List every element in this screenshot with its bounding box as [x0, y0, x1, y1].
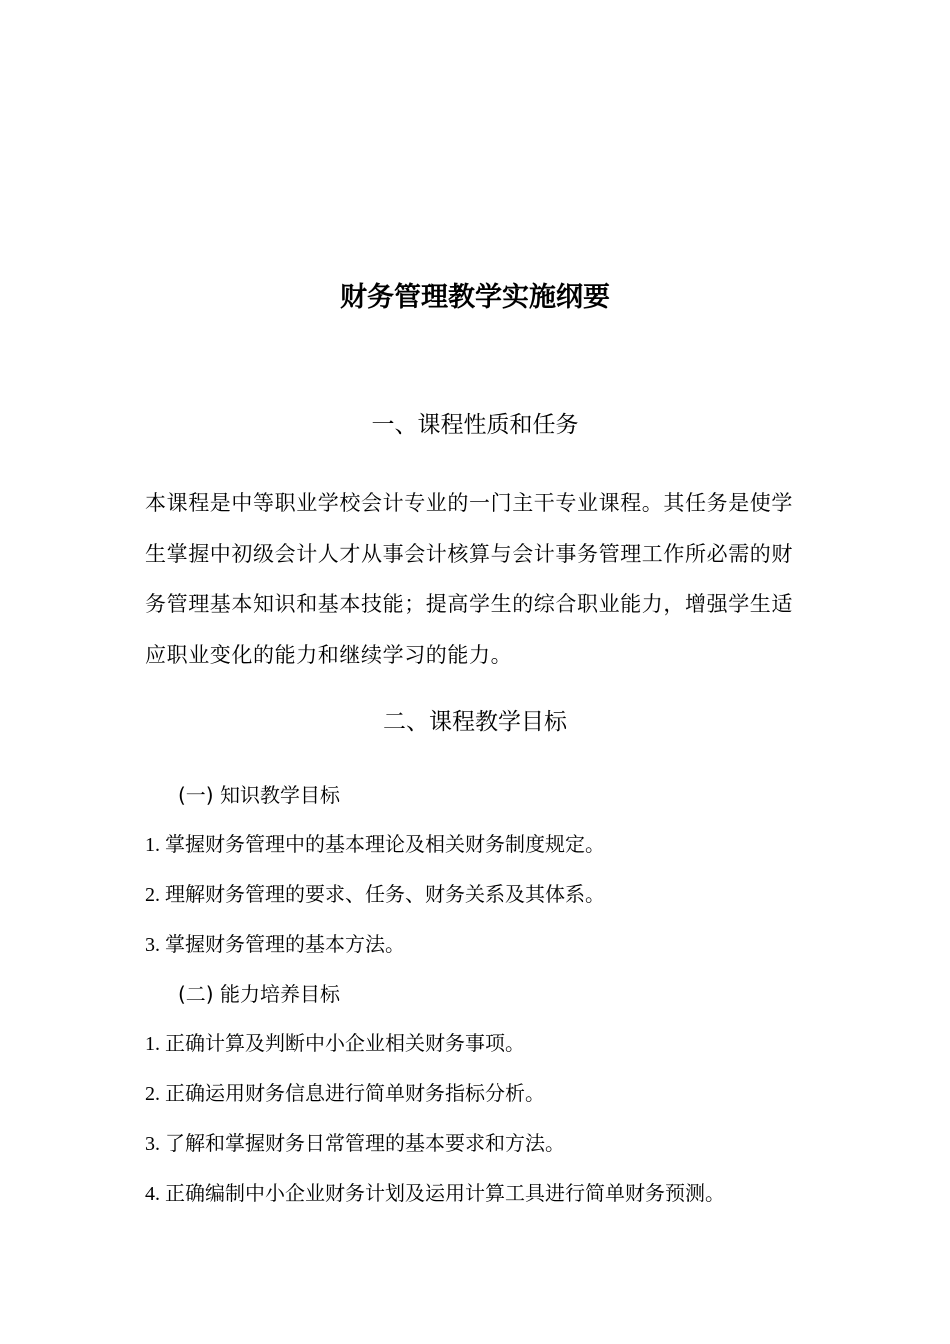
- section-heading-teaching-goals: 二、课程教学目标: [383, 709, 567, 735]
- document-title: 财务管理教学实施纲要: [340, 282, 610, 313]
- list-item: 1. 掌握财务管理中的基本理论及相关财务制度规定。: [145, 834, 605, 856]
- course-description-paragraph: 本课程是中等职业学校会计专业的一门主干专业课程。其任务是使学生掌握中初级会计人才从事会计核算与会计事务管理工作所必需的财务管理基本知识和基本技能；提高学生的综合职业能力，增强学生适应职业变化的能力和继续学习的能力。: [145, 491, 793, 667]
- subheading-ability-goals: (二) 能力培养目标: [178, 982, 340, 1006]
- section-heading-nature-and-tasks: 一、课程性质和任务: [371, 412, 579, 438]
- subheading-knowledge-goals: (一) 知识教学目标: [178, 783, 340, 807]
- knowledge-goals-list: [145, 820, 845, 970]
- list-item: 1. 正确计算及判断中小企业相关财务事项。: [145, 1033, 525, 1055]
- list-item: 4. 正确编制中小企业财务计划及运用计算工具进行简单财务预测。: [145, 1183, 725, 1205]
- list-item: 3. 掌握财务管理的基本方法。: [145, 934, 405, 956]
- list-item: 3. 了解和掌握财务日常管理的基本要求和方法。: [145, 1133, 565, 1155]
- list-item: 2. 理解财务管理的要求、任务、财务关系及其体系。: [145, 884, 605, 906]
- list-item: 2. 正确运用财务信息进行简单财务指标分析。: [145, 1083, 545, 1105]
- ability-goals-list: [145, 1019, 845, 1219]
